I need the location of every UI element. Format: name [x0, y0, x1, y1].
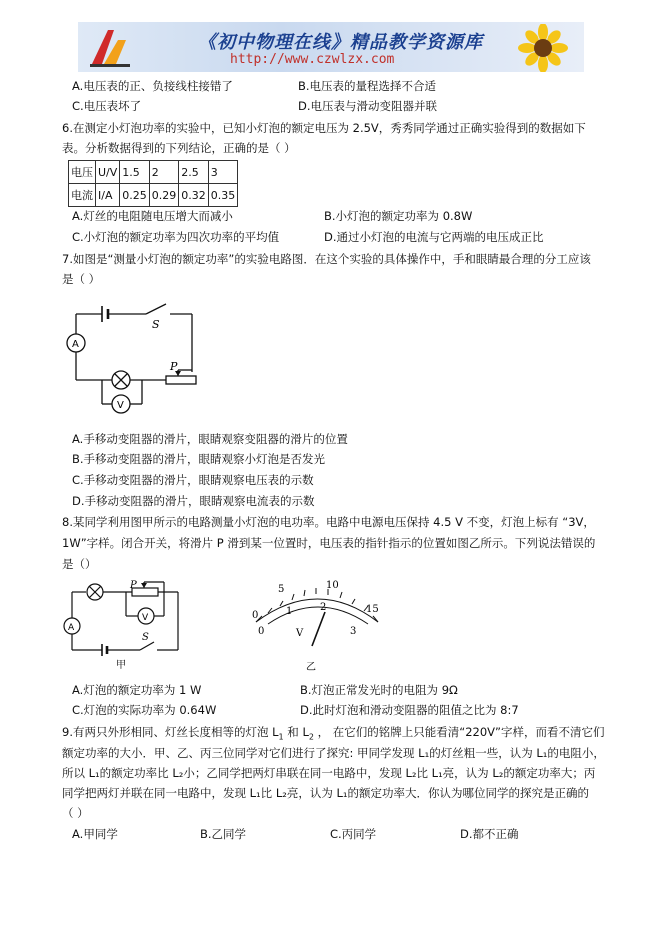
q6-stem-2: 表。分析数据得到的下列结论，正确的是（ ） — [62, 141, 296, 155]
table-cell: 0.35 — [208, 184, 238, 207]
q6-option-c: C.小灯泡的额定功率为四次功率的平均值 — [72, 230, 280, 244]
q8-figure-jia — [60, 578, 190, 670]
slider-label: P — [130, 580, 137, 591]
voltmeter-label: V — [117, 400, 124, 411]
dial-outer-label: 10 — [326, 580, 339, 591]
q9-line-2: 额定功率的大小．甲、乙、丙三位同学对它们进行了探究: 甲同学发现 L₁的灯丝粗一些，认为 L₁的电阻小， — [62, 746, 605, 760]
slider-label: P — [170, 360, 178, 373]
table-cell: 电流 — [69, 184, 96, 207]
q9-line-1-part: 9.有两只外形相同、灯丝长度相等的灯泡 L — [62, 725, 279, 739]
dial-inner-label: 0 — [258, 626, 265, 637]
table-cell: 3 — [208, 161, 238, 184]
q5-option-a: A.电压表的正、负接线柱接错了 — [72, 79, 233, 93]
q6-stem-1: 6.在测定小灯泡功率的实验中，已知小灯泡的额定电压为 2.5V，秀秀同学通过正确实验得到的数据如下 — [62, 121, 586, 135]
q6-option-a: A.灯丝的电阻随电压增大而减小 — [72, 209, 233, 223]
q7-option-a: A.手移动变阻器的滑片，眼睛观察变阻器的滑片的位置 — [72, 432, 348, 446]
dial-unit-label: V — [296, 628, 304, 639]
q7-circuit-diagram — [66, 298, 216, 416]
dial-outer-label: 5 — [278, 584, 285, 595]
q5-option-b: B.电压表的量程选择不合适 — [298, 79, 437, 93]
q8-option-a: A.灯泡的额定功率为 1 W — [72, 683, 202, 697]
table-cell: 0.29 — [149, 184, 179, 207]
q7-stem-1: 7.如图是“测量小灯泡的额定功率”的实验电路图．在这个实验的具体操作中，手和眼睛最合理的分工应该 — [62, 252, 591, 266]
q9-option-c: C.丙同学 — [330, 827, 377, 841]
logo-icon — [88, 26, 132, 68]
switch-label: S — [142, 632, 149, 643]
ammeter-label: A — [68, 623, 75, 633]
table-row — [69, 184, 238, 207]
q9-option-d: D.都不正确 — [460, 827, 519, 841]
figure-caption-jia: 甲 — [116, 660, 126, 670]
ammeter-label: A — [72, 339, 79, 350]
dial-outer-label: 15 — [366, 604, 379, 615]
dial-outer-label: 0 — [252, 610, 259, 621]
q8-option-b: B.灯泡正常发光时的电阻为 9Ω — [300, 683, 458, 697]
voltmeter-label: V — [142, 613, 149, 623]
dial-inner-label: 1 — [286, 606, 293, 617]
dial-pointer — [312, 612, 325, 646]
q5-option-d: D.电压表与滑动变阻器并联 — [298, 99, 438, 113]
q9-line-3: 所以 L₁的额定功率比 L₂小；乙同学把两灯串联在同一电路中，发现 L₂比 L₁亮，认为 L₂的额定功率大；丙 — [62, 766, 596, 780]
figure-caption-yi: 乙 — [306, 662, 316, 673]
q8-stem-3: 是（） — [62, 557, 97, 571]
q7-stem-2: 是（ ） — [62, 272, 101, 286]
table-cell: 0.25 — [120, 184, 150, 207]
table-cell: 1.5 — [120, 161, 150, 184]
table-cell: I/A — [96, 184, 120, 207]
table-cell: 电压 — [69, 161, 96, 184]
q9-option-a: A.甲同学 — [72, 827, 118, 841]
q9-line-5: （ ） — [62, 806, 89, 820]
table-cell: U/V — [96, 161, 120, 184]
table-cell: 2.5 — [179, 161, 209, 184]
q8-stem-1: 8.某同学利用图甲所示的电路测量小灯泡的电功率。电路中电源电压保持 4.5 V 不变，灯泡上标有 “3V， — [62, 515, 595, 529]
q8-option-c: C.灯泡的实际功率为 0.64W — [72, 703, 217, 717]
q9-option-b: B.乙同学 — [200, 827, 247, 841]
q7-option-b: B.手移动变阻器的滑片，眼睛观察小灯泡是否发光 — [72, 452, 326, 466]
dial-inner-label: 3 — [350, 626, 357, 637]
banner-url: http://www.czwlzx.com — [230, 52, 395, 67]
table-row — [69, 161, 238, 184]
sunflower-icon — [508, 24, 578, 72]
q8-stem-2: 1W”字样。闭合开关，将滑片 P 滑到某一位置时，电压表的指针指示的位置如图乙所示。下列说法错误的 — [62, 536, 596, 550]
q6-option-b: B.小灯泡的额定功率为 0.8W — [324, 209, 473, 223]
q6-option-d: D.通过小灯泡的电流与它两端的电压成正比 — [324, 230, 544, 244]
header-banner — [78, 22, 584, 72]
q7-option-c: C.手移动变阻器的滑片，眼睛观察电压表的示数 — [72, 473, 314, 487]
table-cell: 2 — [149, 161, 179, 184]
q5-option-c: C.电压表坏了 — [72, 99, 142, 113]
banner-title: 《初中物理在线》精品教学资源库 — [198, 32, 483, 53]
switch-label: S — [152, 318, 160, 331]
q9-line-1-part: 和 L — [287, 725, 309, 739]
dial-inner-label: 2 — [320, 602, 327, 613]
q9-line-4: 同学把两灯并联在同一电路中，发现 L₁比 L₂亮，认为 L₁的额定功率大．你认为哪位同学的探究是正确的 — [62, 786, 590, 800]
table-cell: 0.32 — [179, 184, 209, 207]
q9-line-1-part: ， 在它们的铭牌上只能看清“220V”字样，而看不清它们 — [317, 725, 605, 739]
q8-option-d: D.此时灯泡和滑动变阻器的阻值之比为 8:7 — [300, 703, 519, 717]
q8-figure-yi-voltmeter-dial — [228, 578, 388, 674]
q6-data-table — [68, 160, 238, 207]
q7-option-d: D.手移动变阻器的滑片，眼睛观察电流表的示数 — [72, 494, 315, 508]
q9-line-1: 9.有两只外形相同、灯丝长度相等的灯泡 $L_1$ 和 $L_2$ ， 在它们的铭牌上只能看清“220V”字样，而看不清它们 — [62, 725, 605, 742]
